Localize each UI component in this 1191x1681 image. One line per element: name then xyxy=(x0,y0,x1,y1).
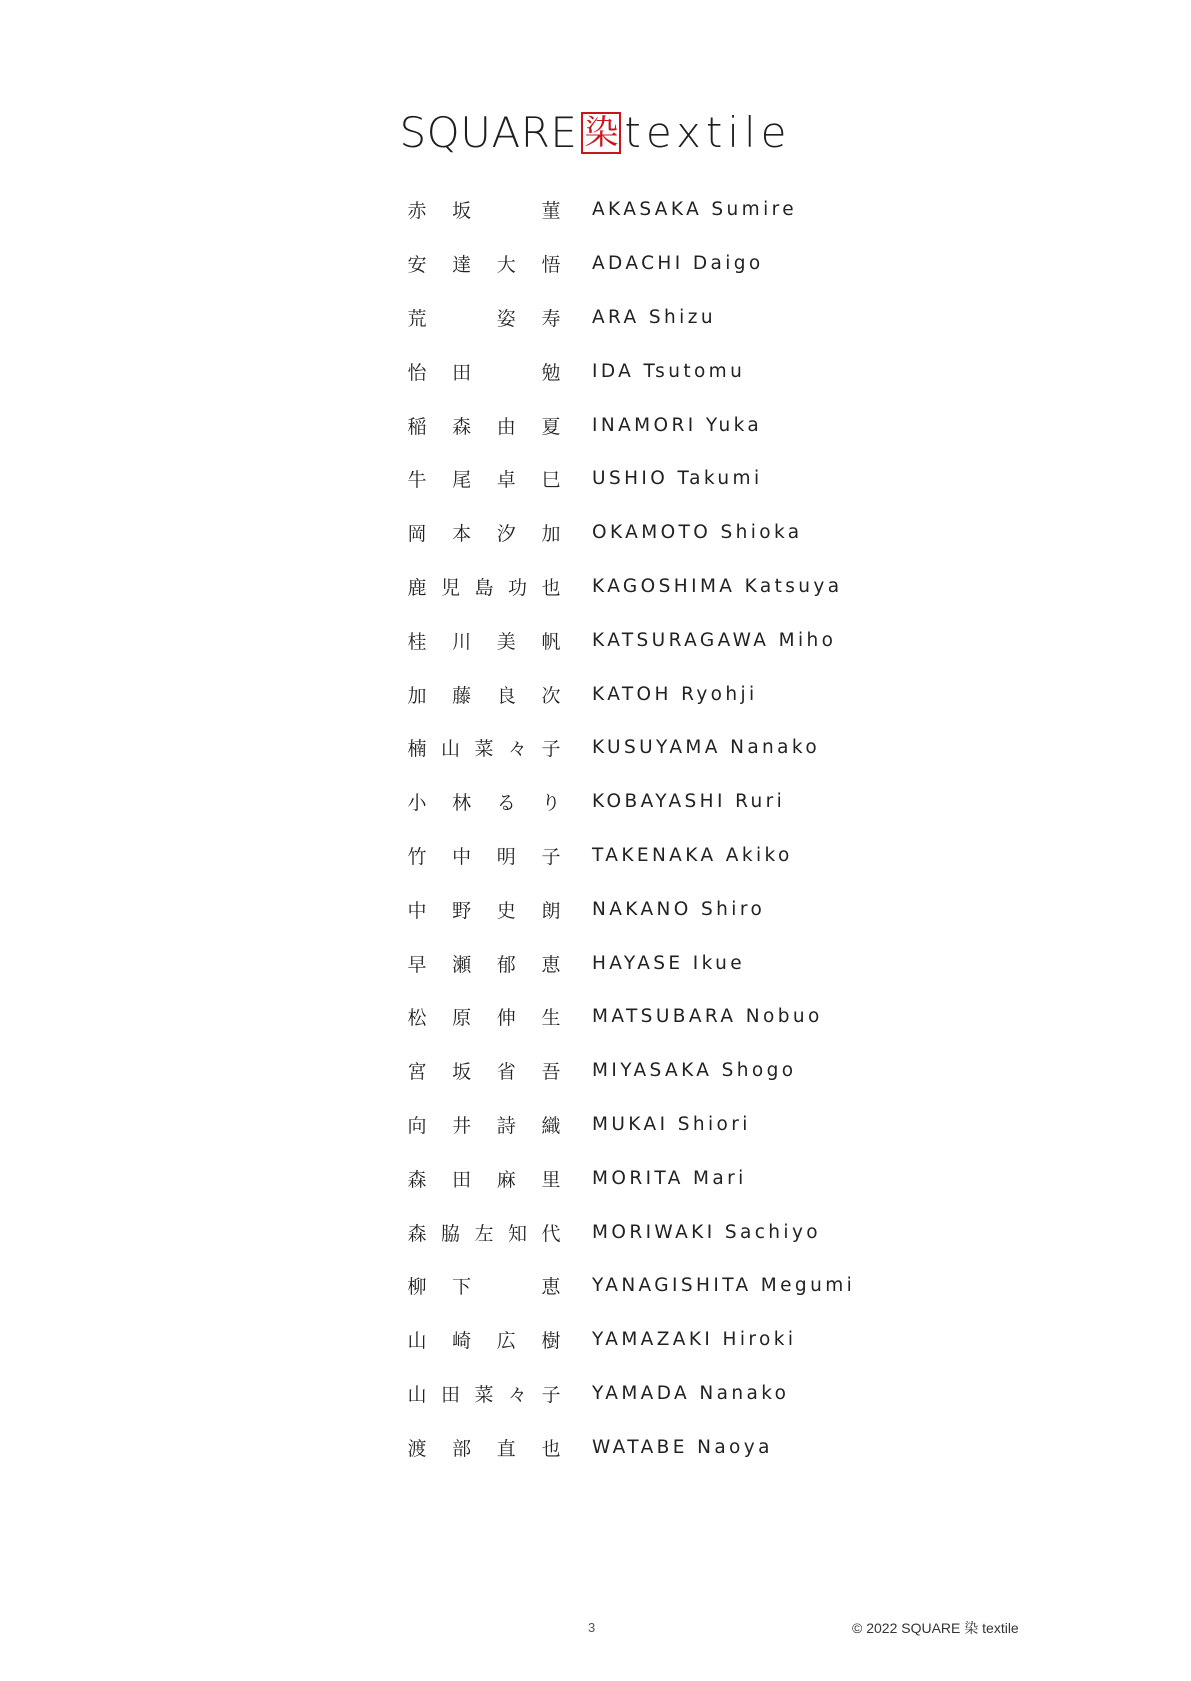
member-name-jp: 安 達 大 悟 xyxy=(407,254,561,277)
copyright: © 2022 SQUARE 染 textile xyxy=(852,1620,1019,1636)
member-name-jp: 山 田 菜 々 子 xyxy=(407,1383,561,1406)
member-name-jp: 稲 森 由 夏 xyxy=(407,415,561,438)
member-row xyxy=(404,726,821,780)
member-row xyxy=(404,403,804,457)
member-name-jp: 松 原 伸 生 xyxy=(407,1007,561,1030)
member-row xyxy=(404,834,804,888)
member-row xyxy=(404,672,804,726)
member-name-jp: 牛 尾 卓 巳 xyxy=(407,469,561,492)
member-name-en: YAMADA Nanako xyxy=(592,1382,790,1404)
member-name-en: YAMAZAKI Hiroki xyxy=(592,1329,797,1351)
member-name-en: MIYASAKA Shogo xyxy=(592,1060,797,1082)
logo-text-square: SQUARE xyxy=(399,108,578,157)
member-name-jp: 岡 本 汐 加 xyxy=(407,523,561,546)
member-name-jp: 中 野 史 朗 xyxy=(407,899,561,922)
member-row xyxy=(404,296,804,350)
member-row xyxy=(404,565,843,619)
member-name-en: KAGOSHIMA Katsuya xyxy=(592,575,843,597)
member-name-en: MUKAI Shiori xyxy=(592,1113,751,1135)
member-name-en: OKAMOTO Shioka xyxy=(592,522,803,544)
member-row xyxy=(404,1318,804,1372)
member-name-jp: 怡 田 勉 xyxy=(407,361,561,384)
member-name-jp: 鹿 児 島 功 也 xyxy=(407,576,561,599)
member-name-jp: 山 崎 広 樹 xyxy=(407,1330,561,1353)
member-name-en: NAKANO Shiro xyxy=(592,898,766,920)
member-name-en: MATSUBARA Nobuo xyxy=(592,1006,823,1028)
member-name-en: IDA Tsutomu xyxy=(592,360,746,382)
member-name-jp: 森 脇 左 知 代 xyxy=(407,1222,561,1245)
member-name-jp: 森 田 麻 里 xyxy=(407,1168,561,1191)
member-name-en: YANAGISHITA Megumi xyxy=(592,1275,856,1297)
member-name-en: AKASAKA Sumire xyxy=(592,199,798,221)
member-name-en: KUSUYAMA Nanako xyxy=(592,737,821,759)
member-name-jp: 楠 山 菜 々 子 xyxy=(407,738,561,761)
member-name-jp: 桂 川 美 帆 xyxy=(407,630,561,653)
member-row xyxy=(404,1103,804,1157)
member-row xyxy=(404,457,804,511)
member-name-jp: 向 井 詩 織 xyxy=(407,1114,561,1137)
member-name-jp: 赤 坂 菫 xyxy=(407,200,561,223)
member-row xyxy=(404,1372,804,1426)
member-name-jp: 柳 下 恵 xyxy=(407,1276,561,1299)
member-name-en: MORITA Mari xyxy=(592,1167,747,1189)
member-row xyxy=(404,1425,804,1479)
member-name-en: KOBAYASHI Ruri xyxy=(592,791,786,813)
member-name-jp: 早 瀬 郁 恵 xyxy=(407,953,561,976)
member-row xyxy=(404,941,804,995)
logo-kanji-seal: 染 xyxy=(581,112,621,154)
member-list xyxy=(404,188,856,1479)
logo-text-textile: textile xyxy=(624,108,792,157)
member-row xyxy=(404,1264,856,1318)
member-name-jp: 渡 部 直 也 xyxy=(407,1437,561,1460)
member-name-jp: 荒 姿 寿 xyxy=(407,307,561,330)
member-row xyxy=(404,1049,804,1103)
member-name-en: HAYASE Ikue xyxy=(592,952,746,974)
member-row xyxy=(404,1210,822,1264)
member-name-jp: 加 藤 良 次 xyxy=(407,684,561,707)
member-row xyxy=(404,349,804,403)
member-name-en: TAKENAKA Akiko xyxy=(592,844,793,866)
member-row xyxy=(404,995,823,1049)
member-row xyxy=(404,511,804,565)
member-name-en: INAMORI Yuka xyxy=(592,414,763,436)
member-name-en: KATSURAGAWA Miho xyxy=(592,629,837,651)
member-row xyxy=(404,780,804,834)
member-name-en: WATABE Naoya xyxy=(592,1436,773,1458)
member-row xyxy=(404,1156,804,1210)
member-row xyxy=(404,887,804,941)
member-name-en: ADACHI Daigo xyxy=(592,253,764,275)
member-name-en: KATOH Ryohji xyxy=(592,683,758,705)
member-name-jp: 宮 坂 省 吾 xyxy=(407,1061,561,1084)
member-name-en: ARA Shizu xyxy=(592,306,716,328)
member-name-jp: 竹 中 明 子 xyxy=(407,845,561,868)
member-row xyxy=(404,618,837,672)
member-row xyxy=(404,188,804,242)
logo xyxy=(0,105,1191,161)
member-name-jp: 小 林 る り xyxy=(407,792,561,815)
page-number: 3 xyxy=(588,1620,596,1635)
member-name-en: USHIO Takumi xyxy=(592,468,763,490)
member-row xyxy=(404,242,804,296)
member-name-en: MORIWAKI Sachiyo xyxy=(592,1221,822,1243)
